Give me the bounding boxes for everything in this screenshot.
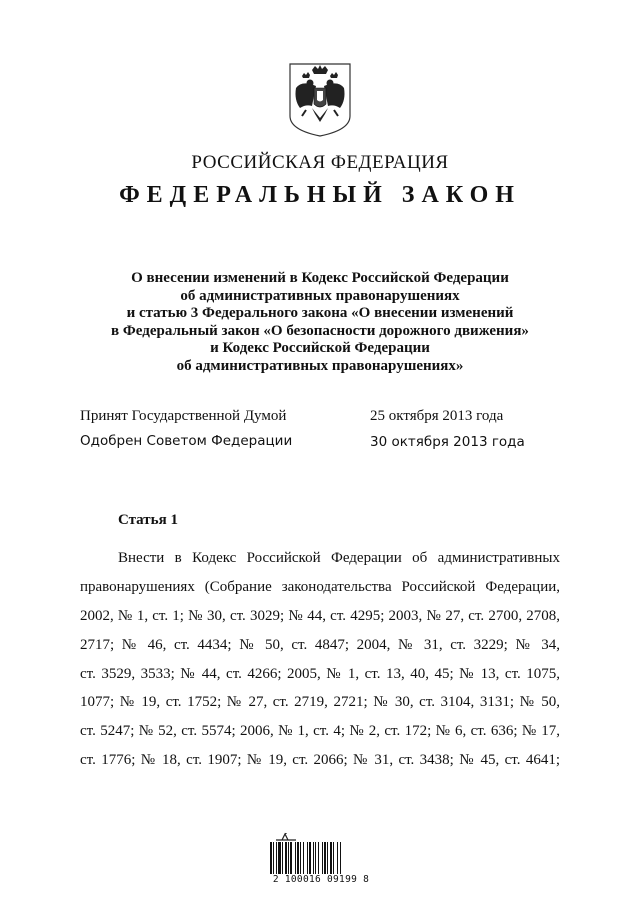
law-title-line: об административных правонарушениях — [180, 287, 460, 304]
law-title-line: в Федеральный закон «О безопасности дорожного движения» — [111, 322, 529, 339]
country-name: РОССИЙСКАЯ ФЕДЕРАЦИЯ — [191, 152, 449, 173]
body-line: ст. 3529, 3533; № 44, ст. 4266; 2005, № 1, ст. 13, 40, 45; № 13, ст. 1075, — [80, 665, 560, 682]
law-title-line: об административных правонарушениях» — [176, 357, 464, 374]
body-line: 1077; № 19, ст. 1752; № 27, ст. 2719, 2721; № 30, ст. 3104, 3131; № 50, — [80, 694, 560, 711]
duma-adoption-date: 25 октября 2013 года — [370, 408, 504, 424]
law-title-line: О внесении изменений в Кодекс Российской Федерации — [131, 270, 509, 286]
body-line: ст. 5247; № 52, ст. 5574; 2006, № 1, ст. 4; № 2, ст. 172; № 6, ст. 636; № 17, — [80, 723, 560, 740]
coat-of-arms-icon — [288, 60, 352, 138]
duma-adoption-label: Принят Государственной Думой — [80, 408, 287, 424]
body-line: Внести в Кодекс Российской Федерации об административных — [118, 550, 560, 566]
body-line: ст. 1776; № 18, ст. 1907; № 19, ст. 2066; № 31, ст. 3438; № 45, ст. 4641; — [80, 752, 560, 769]
body-line: 2002, № 1, ст. 1; № 30, ст. 3029; № 44, ст. 4295; 2003, № 27, ст. 2700, 2708, — [80, 607, 560, 624]
barcode-mark-icon — [274, 832, 298, 842]
law-title-line: и Кодекс Российской Федерации — [210, 340, 430, 356]
document-type-heading: ФЕДЕРАЛЬНЫЙ ЗАКОН — [119, 182, 521, 208]
council-approval-date: 30 октября 2013 года — [370, 434, 525, 450]
body-line: 2717; № 46, ст. 4434; № 50, ст. 4847; 2004, № 31, ст. 3229; № 34, — [80, 636, 560, 653]
article-heading: Статья 1 — [118, 512, 178, 528]
barcode-bars — [270, 842, 370, 874]
body-line: правонарушениях (Собрание законодательства Российской Федерации, — [80, 578, 560, 595]
article-body — [80, 544, 560, 775]
barcode-number: 2 100016 09199 8 — [272, 874, 370, 885]
law-title — [80, 270, 560, 375]
law-title-line: и статью 3 Федерального закона «О внесении изменений — [126, 305, 514, 321]
council-approval-label: Одобрен Советом Федерации — [80, 433, 293, 449]
barcode — [262, 832, 380, 888]
